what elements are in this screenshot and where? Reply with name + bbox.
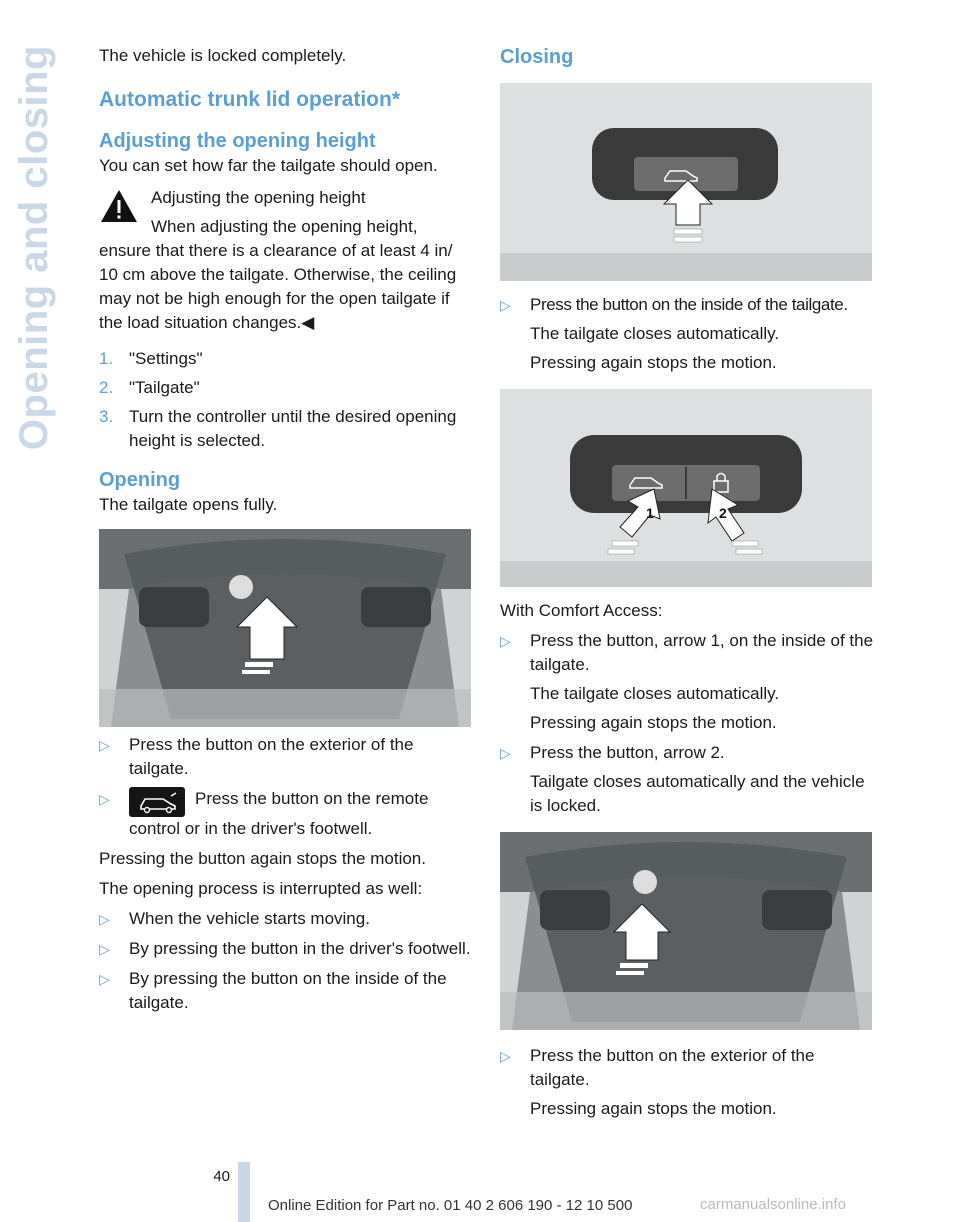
sub-text: The tailgate closes automatically.: [530, 684, 780, 703]
bullet-text: Press the button on the exterior of the tailgate.: [129, 735, 414, 778]
footer-divider: [238, 1162, 250, 1222]
warning-body: When adjusting the opening height, ensure that there is a clearance of at least 4 in/ 10 cm above the tailgate. Otherwise, the ceiling may not be high enough for the open tailgate if the load situation changes.◀: [99, 217, 457, 332]
warning-title: Adjusting the opening height: [151, 188, 366, 207]
arrow-label-1: 1: [646, 505, 654, 521]
step-text: "Tailgate": [129, 378, 200, 397]
bullet-text: By pressing the button in the driver's footwell.: [129, 939, 471, 958]
tailgate-exterior-image: [99, 529, 471, 727]
page-number: 40: [213, 1168, 230, 1185]
comfort-access-buttons-image: [500, 389, 872, 587]
list-item: [500, 293, 874, 317]
bullet-text: When the vehicle starts moving.: [129, 909, 370, 928]
triangle-right-icon: ▷: [500, 297, 511, 313]
car-tailgate-icon: [129, 787, 185, 817]
right-column: [500, 44, 874, 1121]
triangle-right-icon: ▷: [99, 911, 110, 927]
opening-text: The tailgate opens fully.: [99, 495, 278, 514]
triangle-right-icon: ▷: [500, 633, 511, 649]
tailgate-exterior-closing-image: [500, 832, 872, 1030]
left-column: [99, 44, 473, 1015]
bullet-text: Press the button, arrow 1, on the inside of the tailgate.: [530, 631, 874, 674]
chapter-side-title: Opening and closing: [11, 45, 56, 451]
list-item: [500, 741, 874, 765]
heading-opening: Opening: [99, 469, 181, 491]
intro-text: The vehicle is locked completely.: [99, 46, 347, 65]
heading-adjusting-height: Adjusting the opening height: [99, 130, 376, 152]
triangle-right-icon: ▷: [500, 745, 511, 761]
triangle-right-icon: ▷: [99, 737, 110, 753]
list-item: [99, 937, 473, 961]
list-item: [99, 405, 473, 453]
edition-text: Online Edition for Part no. 01 40 2 606 190 - 12 10 500: [268, 1197, 633, 1214]
sub-text: Tailgate closes automatically and the vehicle is locked.: [530, 772, 865, 815]
heading-automatic-trunk: Automatic trunk lid operation*: [99, 88, 401, 111]
bullet-text: Press the button on the exterior of the tailgate.: [530, 1046, 815, 1089]
step-text: Turn the controller until the desired opening height is selected.: [129, 407, 457, 450]
adjust-text: You can set how far the tailgate should open.: [99, 156, 438, 175]
list-item: [99, 967, 473, 1015]
triangle-right-icon: ▷: [99, 791, 110, 807]
triangle-right-icon: ▷: [500, 1048, 511, 1064]
interrupted-text: The opening process is interrupted as well:: [99, 879, 423, 898]
step-number: 3.: [99, 407, 114, 426]
warning-box: [99, 186, 473, 335]
sub-text: Pressing again stops the motion.: [530, 713, 777, 732]
step-text: "Settings": [129, 349, 203, 368]
sub-text: The tailgate closes automatically.: [530, 324, 780, 343]
list-item: [99, 376, 473, 400]
list-item: [99, 907, 473, 931]
list-item: [99, 347, 473, 371]
inside-button-image: [500, 83, 872, 281]
bullet-text: Press the button on the remote control or in the driver's footwell.: [129, 789, 429, 838]
watermark-text: carmanualsonline.info: [700, 1196, 846, 1213]
bullet-text: Press the button, arrow 2.: [530, 743, 725, 762]
bullet-text: Press the button on the inside of the tailgate.: [530, 295, 848, 314]
heading-closing: Closing: [500, 46, 574, 68]
stops-text: Pressing the button again stops the motion.: [99, 849, 426, 868]
list-item: [500, 1044, 874, 1092]
sub-text: Pressing again stops the motion.: [530, 353, 777, 372]
list-item: [99, 787, 473, 841]
warning-triangle-icon: [99, 188, 139, 224]
arrow-label-2: 2: [719, 505, 727, 521]
list-item: [99, 733, 473, 781]
comfort-access-text: With Comfort Access:: [500, 601, 663, 620]
steps-list: [99, 347, 473, 453]
sub-text: Pressing again stops the motion.: [530, 1099, 777, 1118]
triangle-right-icon: ▷: [99, 941, 110, 957]
triangle-right-icon: ▷: [99, 971, 110, 987]
step-number: 2.: [99, 378, 114, 397]
bullet-text: By pressing the button on the inside of the tailgate.: [129, 969, 447, 1012]
list-item: [500, 629, 874, 677]
step-number: 1.: [99, 349, 114, 368]
